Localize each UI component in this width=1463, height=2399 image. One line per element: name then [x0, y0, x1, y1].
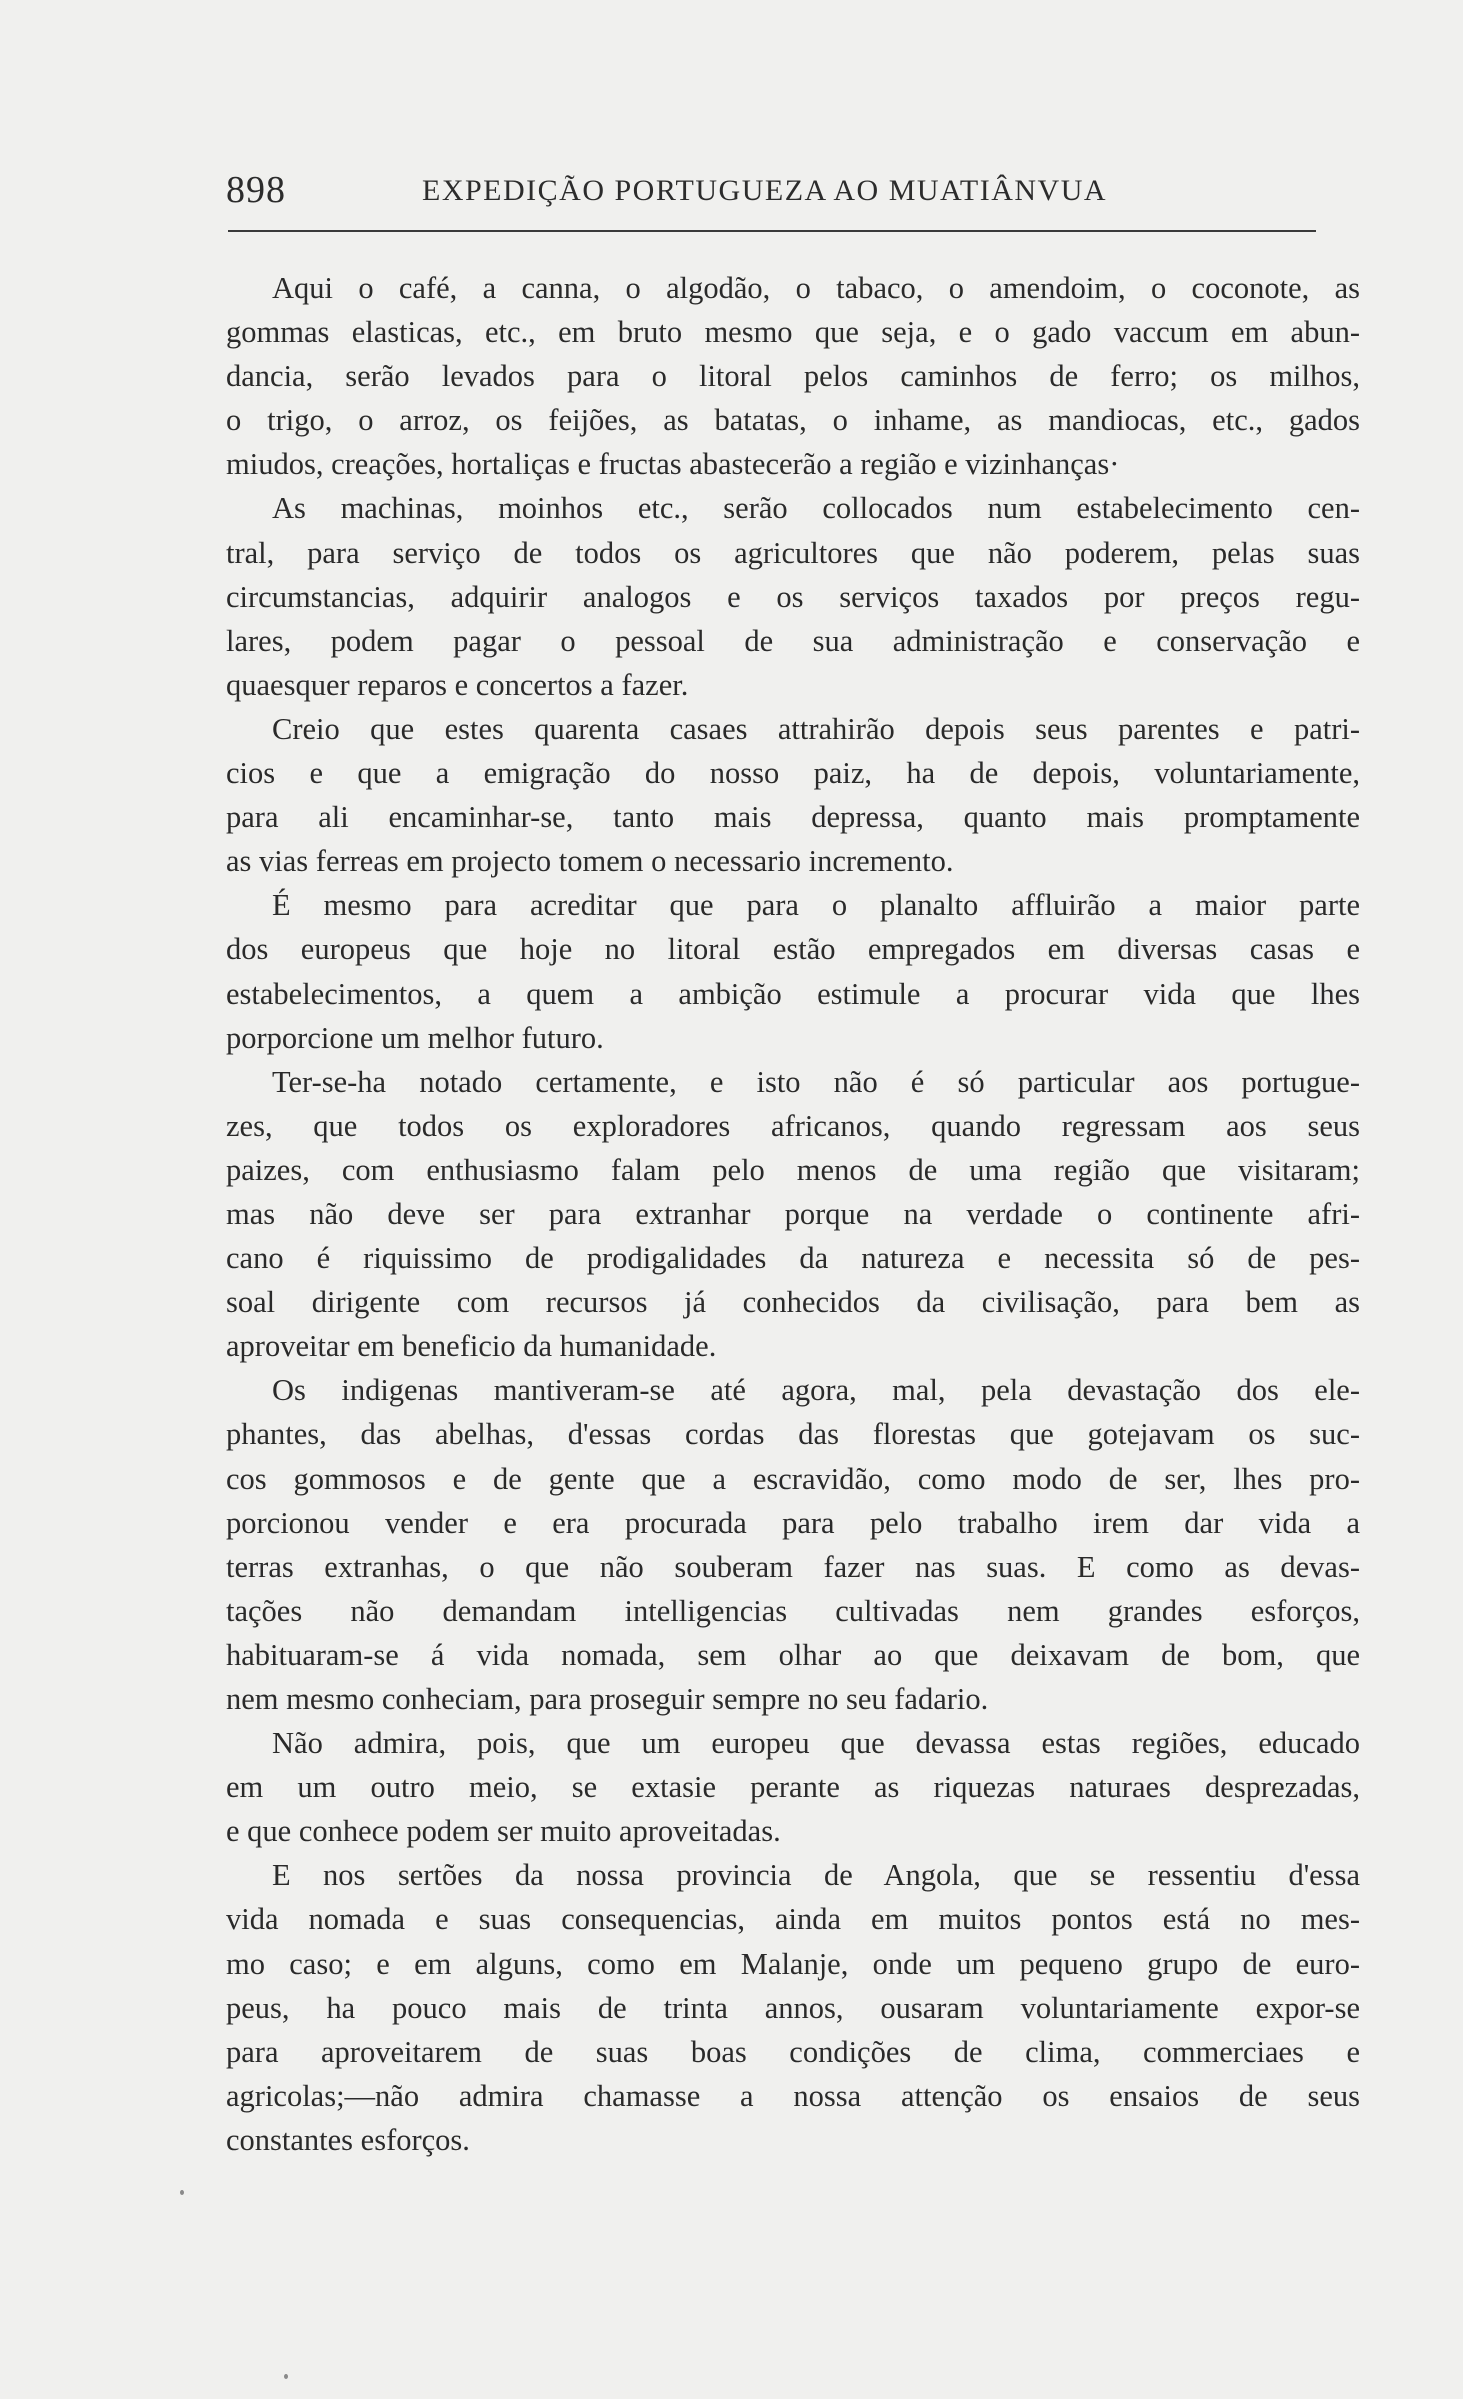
text-line: dancia, serão levados para o litoral pelos caminhos de ferro; os milhos,: [226, 359, 1360, 394]
text-line: circumstancias, adquirir analogos e os serviços taxados por preços regu-: [226, 579, 1360, 614]
text-line: para aproveitarem de suas boas condições de clima, commerciaes e: [226, 2034, 1360, 2069]
text-line: aproveitar em beneficio da humanidade.: [226, 1329, 717, 1364]
text-line: paizes, com enthusiasmo falam pelo menos de uma região que visitaram;: [226, 1152, 1360, 1187]
page-header: [226, 168, 1316, 220]
text-line: lares, podem pagar o pessoal de sua administração e conservação e: [226, 623, 1360, 658]
text-line: vida nomada e suas consequencias, ainda em muitos pontos está no mes-: [226, 1902, 1360, 1937]
text-line: peus, ha pouco mais de trinta annos, ousaram voluntariamente expor-se: [226, 1990, 1360, 2025]
text-line: phantes, das abelhas, d'essas cordas das florestas que gotejavam os suc-: [226, 1417, 1360, 1452]
text-line: quaesquer reparos e concertos a fazer.: [226, 667, 689, 702]
text-line: em um outro meio, se extasie perante as riquezas naturaes desprezadas,: [226, 1770, 1360, 1805]
page-number: 898: [226, 169, 286, 211]
text-line: nem mesmo conheciam, para proseguir sempre no seu fadario.: [226, 1682, 989, 1716]
text-line: as vias ferreas em projecto tomem o necessario incremento.: [226, 844, 954, 879]
text-line: porporcione um melhor futuro.: [226, 1020, 604, 1055]
text-line: tações não demandam intelligencias cultivadas nem grandes esforços,: [226, 1593, 1360, 1628]
text-line: estabelecimentos, a quem a ambição estimule a procurar vida que lhes: [226, 976, 1360, 1011]
text-line: Creio que estes quarenta casaes attrahirão depois seus parentes e patri-: [272, 711, 1360, 746]
header-rule: [228, 230, 1316, 232]
text-line: constantes esforços.: [226, 2122, 470, 2157]
text-line: terras extranhas, o que não souberam fazer nas suas. E como as devas-: [226, 1549, 1360, 1584]
text-line: habituaram-se á vida nomada, sem olhar ao que deixavam de bom, que: [226, 1637, 1360, 1672]
text-line: cios e que a emigração do nosso paiz, ha de depois, voluntariamente,: [226, 756, 1360, 791]
text-line: agricolas;—não admira chamasse a nossa attenção os ensaios de seus: [226, 2078, 1360, 2113]
text-line: É mesmo para acreditar que para o planalto affluirão a maior parte: [272, 888, 1360, 923]
text-line: tral, para serviço de todos os agricultores que não poderem, pelas suas: [226, 535, 1360, 570]
text-line: para ali encaminhar-se, tanto mais depressa, quanto mais promptamente: [226, 800, 1360, 835]
text-line: E nos sertões da nossa provincia de Angola, que se ressentiu d'essa: [272, 1858, 1360, 1893]
text-line: Ter-se-ha notado certamente, e isto não é só particular aos portugue-: [272, 1064, 1360, 1099]
text-line: miudos, creações, hortaliças e fructas abastecerão a região e vizinhanças·: [226, 447, 1120, 482]
text-line: As machinas, moinhos etc., serão collocados num estabelecimento cen-: [272, 491, 1360, 526]
running-title: EXPEDIÇÃO PORTUGUEZA AO MUATIÂNVUA: [422, 174, 1108, 207]
text-line: Não admira, pois, que um europeu que devassa estas regiões, educado: [272, 1726, 1360, 1761]
text-line: cos gommosos e de gente que a escravidão, como modo de ser, lhes pro-: [226, 1461, 1360, 1496]
text-line: soal dirigente com recursos já conhecidos da civilisação, para bem as: [226, 1285, 1360, 1320]
page-speck: [284, 2374, 288, 2379]
text-line: o trigo, o arroz, os feijões, as batatas, o inhame, as mandiocas, etc., gados: [226, 403, 1360, 438]
text-line: porcionou vender e era procurada para pelo trabalho irem dar vida a: [226, 1505, 1360, 1540]
text-line: cano é riquissimo de prodigalidades da natureza e necessita só de pes-: [226, 1241, 1360, 1276]
text-line: dos europeus que hoje no litoral estão empregados em diversas casas e: [226, 932, 1360, 967]
body-text: [226, 266, 1360, 2162]
text-line: e que conhece podem ser muito aproveitadas.: [226, 1814, 781, 1849]
page-speck: [180, 2190, 184, 2195]
text-line: Aqui o café, a canna, o algodão, o tabaco, o amendoim, o coconote, as: [272, 271, 1360, 305]
text-line: mo caso; e em alguns, como em Malanje, onde um pequeno grupo de euro-: [226, 1946, 1360, 1981]
text-line: mas não deve ser para extranhar porque na verdade o continente afri-: [226, 1196, 1360, 1231]
text-line: gommas elasticas, etc., em bruto mesmo que seja, e o gado vaccum em abun-: [226, 315, 1360, 350]
text-line: Os indigenas mantiveram-se até agora, mal, pela devastação dos ele-: [272, 1373, 1360, 1408]
text-line: zes, que todos os exploradores africanos, quando regressam aos seus: [226, 1108, 1360, 1143]
